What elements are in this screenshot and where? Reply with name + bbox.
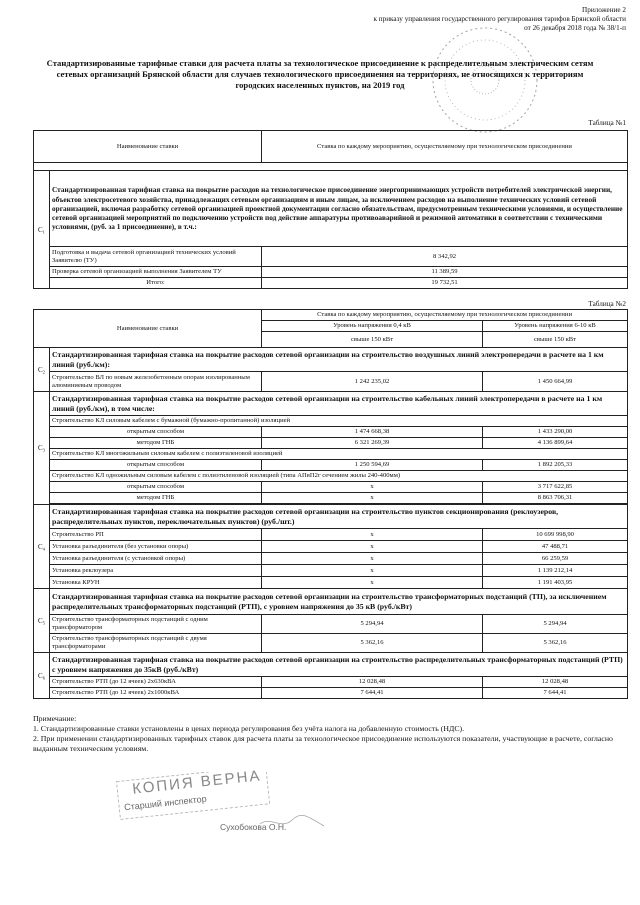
c5-title: Стандартизированная тарифная ставка на покрытие расходов сетевой организации на строительство трансформаторных подстанций (ТП), за исключением распределительных трансформаторных подстанций (РТП), с уровнем напряжения до 35 кВ (руб./кВт) xyxy=(50,589,628,615)
note-2: 2. При применении стандартизированных тарифных ставок для расчета платы за технологическое присоединение используются показатели, участвующие в расчете, согласно выданным техническим условиям. xyxy=(33,734,613,753)
row-name: Строительство РТП (до 12 ячеек) 2х630кВА xyxy=(50,677,262,688)
section-c2: C₂ xyxy=(34,348,50,392)
row-value-6-10: 1 892 205,33 xyxy=(483,460,628,471)
row-name: Установка КРУН xyxy=(50,577,262,589)
c3-title: Стандартизированная тарифная ставка на покрытие расходов сетевой организации на строительство кабельных линий электропередачи в расчете на 1 км линий (руб./км), в том числе: xyxy=(50,392,628,416)
table1-label: Таблица №1 xyxy=(588,119,626,127)
table-row xyxy=(34,493,628,504)
row-value-04: 5 294,94 xyxy=(262,615,483,634)
table2-label: Таблица №2 xyxy=(588,300,626,308)
row-name: открытым способом xyxy=(50,482,262,493)
row-value-6-10: 10 699 998,90 xyxy=(483,529,628,541)
row-value-04: 6 321 269,39 xyxy=(262,438,483,449)
row-value-6-10: 5 362,16 xyxy=(483,634,628,653)
row-value-04: 1 242 235,02 xyxy=(262,372,483,392)
table-row xyxy=(34,634,628,653)
row-name: Установка реклоузера xyxy=(50,565,262,577)
section-c5: C₅ xyxy=(34,589,50,653)
table-row xyxy=(34,577,628,589)
table1-spacer xyxy=(34,163,628,171)
table1-c1-description: Стандартизированная тарифная ставка на покрытие расходов на технологическое присоединение энергопринимающих устройств потребителей электрической энергии, объектов электросетевого хозяйства, принадлежащих сетевым организациям и иным лицам, за исключением расходов на выполнение технических условий сетевой организацией, включая разработку сетевой организацией проектной документации согласно обязательствам, предусмотренным техническими условиями, и осуществление сетевой организацией мероприятий по подключению устройств под действие аппаратуры противоаварийной и режимной автоматики в соответствии с техническими условиями, (руб. за 1 присоединение), в т.ч.: xyxy=(50,171,628,247)
row-name: Подготовка и выдача сетевой организацией технических условий Заявителю (ТУ) xyxy=(50,247,262,267)
table2-col-name-header: Наименование ставки xyxy=(34,310,262,348)
table-row xyxy=(34,372,628,392)
row-value-6-10: 7 644,41 xyxy=(483,688,628,699)
row-value-6-10: 3 717 622,85 xyxy=(483,482,628,493)
total-value: 19 732,51 xyxy=(262,278,628,289)
table2 xyxy=(33,309,628,699)
copy-certification-stamp xyxy=(110,767,340,842)
power-range-6-10: свыше 150 кВт xyxy=(483,332,628,348)
row-value-04: 1 250 594,69 xyxy=(262,460,483,471)
table-row xyxy=(34,460,628,471)
row-value-04: х xyxy=(262,529,483,541)
table2-col-rate-header: Ставка по каждому мероприятию, осуществляемому при технологическом присоединении xyxy=(262,310,628,321)
row-name: открытым способом xyxy=(50,427,262,438)
section-c4: C₄ xyxy=(34,505,50,589)
table-row xyxy=(34,553,628,565)
row-name: открытым способом xyxy=(50,460,262,471)
document-title: Стандартизированные тарифные ставки для расчета платы за технологическое присоединение к распределительным электрическим сетям сетевых организаций Брянской области для случаев технологического присоединения на территориях, не относящихся к территориям городских населенных пунктов, на 2019 год xyxy=(46,58,594,90)
total-label: Итого: xyxy=(50,278,262,289)
table-row xyxy=(34,482,628,493)
table-row xyxy=(34,438,628,449)
stamp-copy-text: КОПИЯ ВЕРНА xyxy=(131,767,263,798)
table1 xyxy=(33,130,628,289)
row-value-6-10: 5 294,94 xyxy=(483,615,628,634)
row-value-04: 5 362,16 xyxy=(262,634,483,653)
row-name: Установка разъединителя (без установки опоры) xyxy=(50,541,262,553)
row-name: Строительство РП xyxy=(50,529,262,541)
table-row xyxy=(34,565,628,577)
c6-title: Стандартизированная тарифная ставка на покрытие расходов сетевой организации на строительство распределительных трансформаторных подстанций (РТП) с уровнем напряжения до 35кВ (руб./кВт) xyxy=(50,653,628,677)
c3-group-multicore-cable: Строительство КЛ многожильным силовым кабелем с полиэтиленовой изоляцией xyxy=(50,449,628,460)
stamp-role-text: Старший инспектор xyxy=(123,793,208,813)
row-value-04: х xyxy=(262,565,483,577)
row-value-6-10: 12 028,48 xyxy=(483,677,628,688)
section-c3: C₃ xyxy=(34,392,50,505)
stamp-signer-name: Сухобокова О.Н. xyxy=(220,822,287,832)
row-value-6-10: 1 139 212,14 xyxy=(483,565,628,577)
row-value-6-10: 8 863 706,31 xyxy=(483,493,628,504)
row-value-04: 1 474 668,38 xyxy=(262,427,483,438)
row-value-6-10: 1 191 403,95 xyxy=(483,577,628,589)
order-date: от 26 декабря 2018 года № 38/1-п xyxy=(524,24,626,32)
table-row xyxy=(34,529,628,541)
row-value-04: 7 644,41 xyxy=(262,688,483,699)
row-value: 11 389,59 xyxy=(262,267,628,278)
notes-heading: Примечание: xyxy=(33,714,77,723)
c2-title: Стандартизированная тарифная ставка на покрытие расходов сетевой организации на строительство воздушных линий электропередачи в расчете на 1 км линий (руб./км): xyxy=(50,348,628,372)
table1-section-c1: C₁ xyxy=(34,171,50,289)
row-name: Строительство ВЛ по новым железобетонным опорам изолированным алюминиевым проводом xyxy=(50,372,262,392)
table-row xyxy=(34,541,628,553)
row-name: Строительство трансформаторных подстанций с двумя трансформаторами xyxy=(50,634,262,653)
row-value-04: х xyxy=(262,541,483,553)
note-1: 1. Стандартизированные ставки установлены в ценах периода регулирования без учёта налога на добавленную стоимость (НДС). xyxy=(33,724,465,733)
row-value-6-10: 1 433 290,00 xyxy=(483,427,628,438)
row-name: Установка разъединителя (с установкой опоры) xyxy=(50,553,262,565)
section-c6: C₆ xyxy=(34,653,50,699)
notes-section xyxy=(33,714,623,754)
row-name: методом ГНБ xyxy=(50,493,262,504)
row-value-6-10: 66 259,59 xyxy=(483,553,628,565)
row-value-04: 12 028,48 xyxy=(262,677,483,688)
table1-col-rate-header: Ставка по каждому мероприятию, осуществляемому при технологическом присоединении xyxy=(262,131,628,163)
row-name: Проверка сетевой организацией выполнения Заявителем ТУ xyxy=(50,267,262,278)
table-row xyxy=(34,278,628,289)
voltage-level-04: Уровень напряжения 0,4 кВ xyxy=(262,321,483,332)
table-row xyxy=(34,427,628,438)
row-value-6-10: 47 488,71 xyxy=(483,541,628,553)
appendix-label: Приложение 2 xyxy=(582,6,626,14)
table-row xyxy=(34,615,628,634)
row-name: методом ГНБ xyxy=(50,438,262,449)
row-value-04: х xyxy=(262,493,483,504)
row-value-6-10: 4 136 899,64 xyxy=(483,438,628,449)
row-value-04: х xyxy=(262,482,483,493)
row-name: Строительство РТП (до 12 ячеек) 2х1000кВА xyxy=(50,688,262,699)
row-name: Строительство трансформаторных подстанций с одним трансформатором xyxy=(50,615,262,634)
row-value-04: х xyxy=(262,553,483,565)
table-row xyxy=(34,247,628,267)
power-range-04: свыше 150 кВт xyxy=(262,332,483,348)
row-value: 8 342,92 xyxy=(262,247,628,267)
table-row xyxy=(34,688,628,699)
c4-title: Стандартизированная тарифная ставка на покрытие расходов сетевой организации на строительство пунктов секционирования (реклоузеров, распределительных пунктов, переключательных пунктов) (руб./шт.) xyxy=(50,505,628,529)
voltage-level-6-10: Уровень напряжения 6-10 кВ xyxy=(483,321,628,332)
c3-group-singlecore-cable: Строительство КЛ одножильным силовым кабелем с полиэтиленовой изоляцией (типа АПвП2г сечением жилы 240-400мм) xyxy=(50,471,628,482)
row-value-04: х xyxy=(262,577,483,589)
order-reference: к приказу управления государственного регулирования тарифов Брянской области xyxy=(373,15,626,23)
table1-col-name-header: Наименование ставки xyxy=(34,131,262,163)
c3-group-paper-cable: Строительство КЛ силовым кабелем с бумажной (бумажно-пропитанной) изоляцией xyxy=(50,416,628,427)
table-row xyxy=(34,677,628,688)
table-row xyxy=(34,267,628,278)
row-value-6-10: 1 450 664,99 xyxy=(483,372,628,392)
